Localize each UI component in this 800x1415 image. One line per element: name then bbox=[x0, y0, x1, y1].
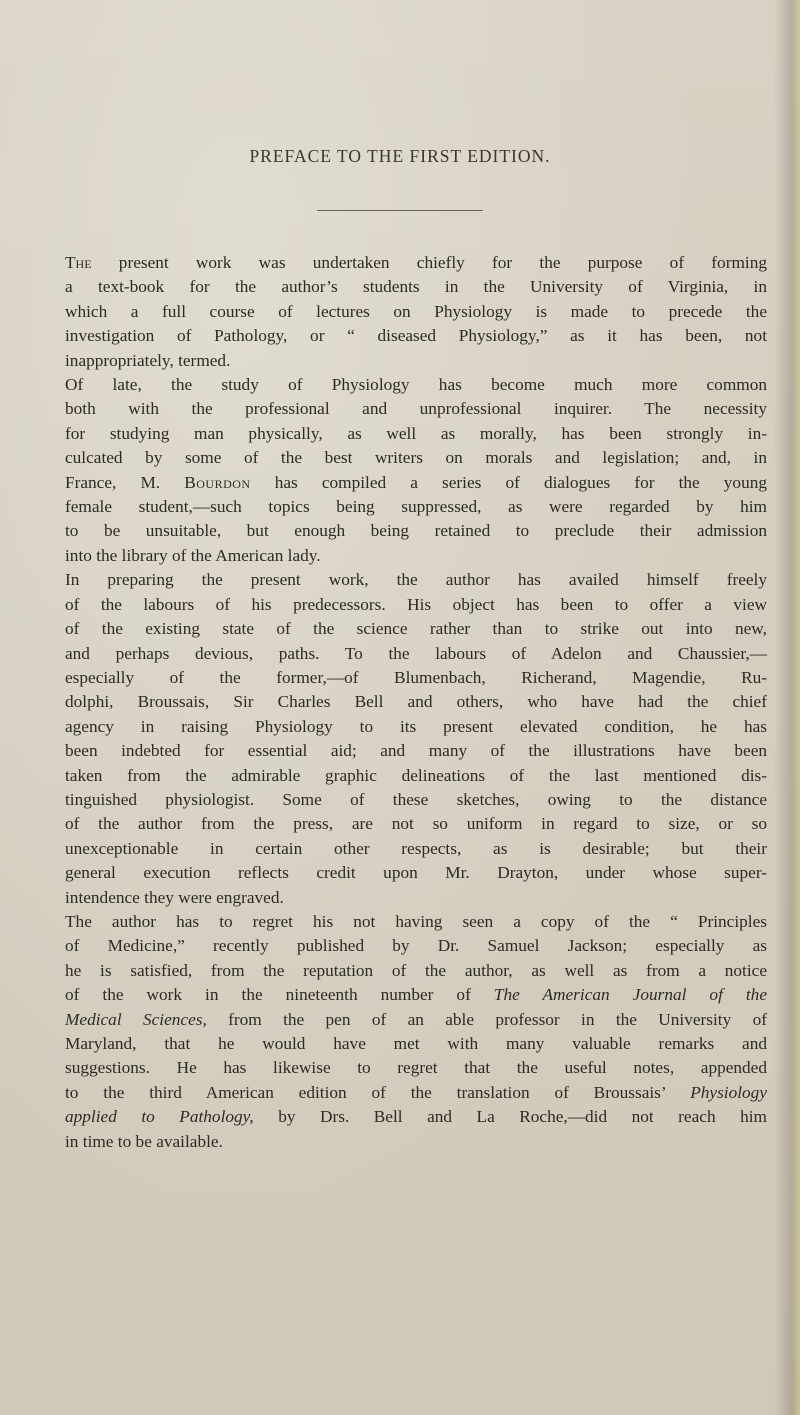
book-title-cont: applied to Pathology, bbox=[65, 1107, 254, 1127]
text-line: into the library of the American lady. bbox=[65, 545, 321, 565]
paragraph-2 bbox=[65, 373, 767, 568]
paragraph-4 bbox=[65, 910, 767, 1154]
author-name-bourdon: Bourdon bbox=[184, 472, 251, 492]
text-line: investigation of Pathology, or “ diseased Physiology,” as it has been, not bbox=[65, 326, 767, 346]
text-line: Of late, the study of Physiology has become much more common bbox=[65, 375, 767, 395]
book-title: Physiology bbox=[690, 1082, 767, 1102]
journal-title-cont: Medical Sciences, bbox=[65, 1009, 207, 1029]
text-line: been indebted for essential aid; and many of the illustrations have been bbox=[65, 741, 767, 761]
text-line: for studying man physically, as well as morally, has been strongly in- bbox=[65, 423, 767, 443]
paragraph-1 bbox=[65, 251, 767, 373]
text-line: of the existing state of the science rather than to strike out into new, bbox=[65, 619, 767, 639]
text-line: a text-book for the author’s students in the University of Virginia, in bbox=[65, 277, 767, 297]
preface-body bbox=[65, 251, 767, 1154]
text-line: unexceptionable in certain other respects, as is desirable; but their bbox=[65, 838, 767, 858]
text-line: which a full course of lectures on Physiology is made to precede the bbox=[65, 301, 767, 321]
text-line: The author has to regret his not having seen a copy of the “ Principles bbox=[65, 911, 767, 931]
paragraph-3 bbox=[65, 568, 767, 910]
text-line: The present work was undertaken chiefly for the purpose of forming bbox=[65, 253, 767, 272]
text-line: of the author from the press, are not so uniform in regard to size, or so bbox=[65, 814, 767, 834]
text-line: of Medicine,” recently published by Dr. Samuel Jackson; especially as bbox=[65, 936, 767, 956]
text-line: agency in raising Physiology to its present elevated condition, he has bbox=[65, 716, 767, 736]
text-line: Maryland, that he would have met with many valuable remarks and bbox=[65, 1034, 767, 1053]
text-line: he is satisfied, from the reputation of the author, as well as from a notice bbox=[65, 960, 767, 980]
text-line: Medical Sciences, from the pen of an able professor in the University of bbox=[65, 1009, 767, 1029]
text-line: female student,—such topics being suppressed, as were regarded by him bbox=[65, 497, 767, 517]
journal-title: The American Journal of the bbox=[493, 985, 767, 1005]
text-line: inappropriately, termed. bbox=[65, 350, 231, 370]
text-line: taken from the admirable graphic delineations of the last mentioned dis- bbox=[65, 765, 767, 785]
text-line: culcated by some of the best writers on morals and legislation; and, in bbox=[65, 448, 767, 468]
text-line: France, M. Bourdon has compiled a series of dialogues for the young bbox=[65, 472, 767, 492]
page-title: PREFACE TO THE FIRST EDITION. bbox=[249, 146, 551, 166]
text-line: In preparing the present work, the author has availed himself freely bbox=[65, 570, 767, 590]
title-rule bbox=[317, 210, 483, 211]
text-line: tinguished physiologist. Some of these sketches, owing to the distance bbox=[65, 789, 767, 809]
text-line: applied to Pathology, by Drs. Bell and La Roche,—did not reach him bbox=[65, 1107, 767, 1127]
text-line: of the work in the nineteenth number of The American Journal of the bbox=[65, 985, 767, 1005]
text-line: both with the professional and unprofessional inquirer. The necessity bbox=[65, 399, 767, 419]
lead-word: The bbox=[65, 253, 92, 272]
text-line: especially of the former,—of Blumenbach, Richerand, Magendie, Ru- bbox=[65, 667, 767, 687]
text-line: in time to be available. bbox=[65, 1131, 223, 1151]
text-line: suggestions. He has likewise to regret that the useful notes, appended bbox=[65, 1058, 767, 1078]
text-line: to the third American edition of the translation of Broussais’ Physiology bbox=[65, 1082, 767, 1102]
text-line: intendence they were engraved. bbox=[65, 887, 284, 907]
text-line: of the labours of his predecessors. His object has been to offer a view bbox=[65, 594, 767, 614]
text-line: dolphi, Broussais, Sir Charles Bell and others, who have had the chief bbox=[65, 692, 767, 712]
page-edge-shadow bbox=[774, 0, 800, 1415]
text-line: to be unsuitable, but enough being retained to preclude their admission bbox=[65, 521, 767, 541]
text-line: and perhaps devious, paths. To the labours of Adelon and Chaussier,— bbox=[65, 643, 767, 663]
text-line: general execution reflects credit upon Mr. Drayton, under whose super- bbox=[65, 863, 767, 883]
